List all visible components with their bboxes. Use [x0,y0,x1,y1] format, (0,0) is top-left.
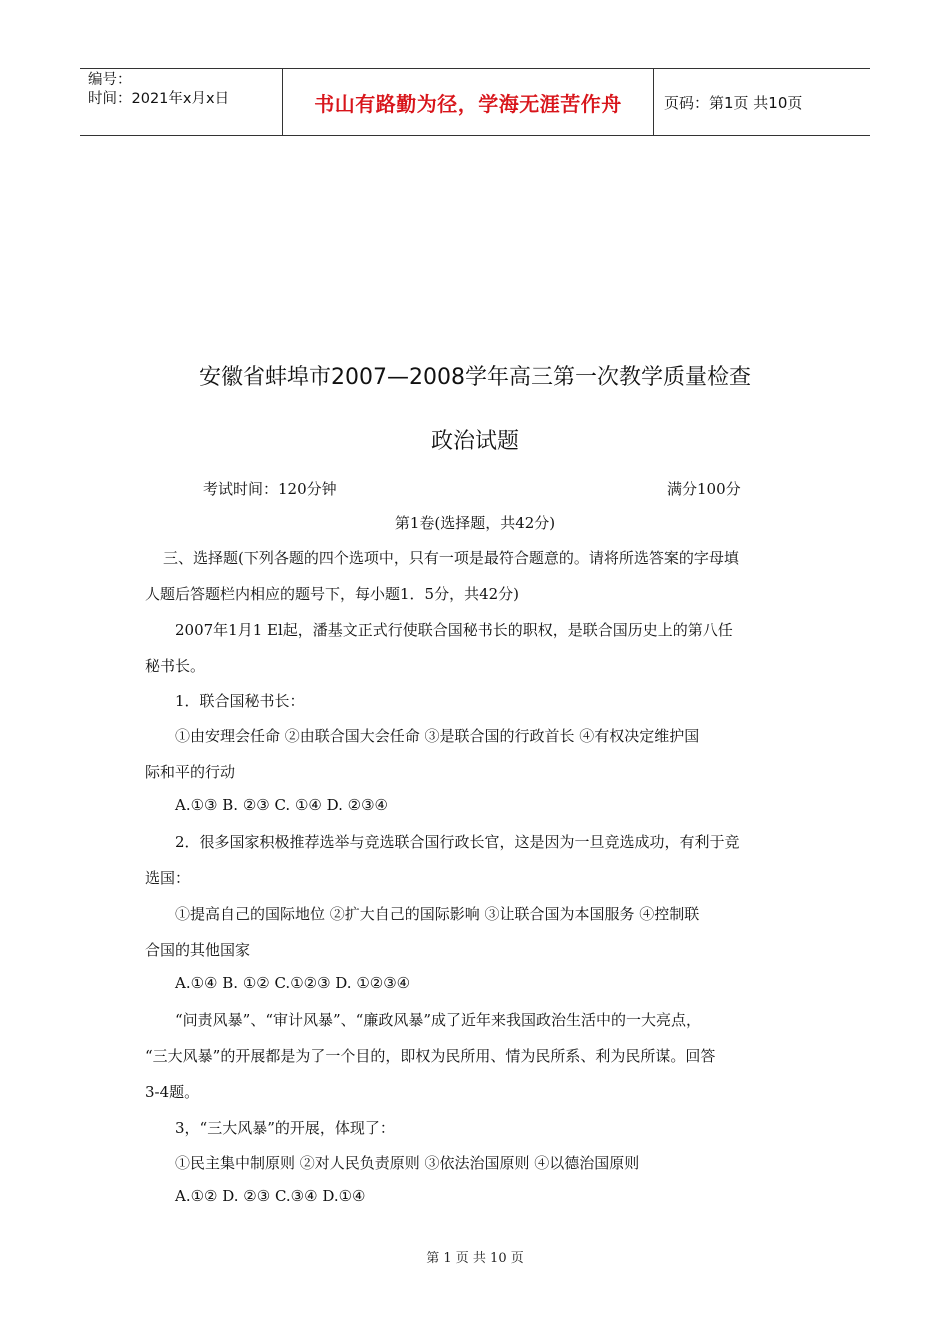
body-line: “三大风暴”的开展都是为了一个目的，即权为民所用、情为民所系、利为民所谋。回答 [145,1047,716,1065]
time-label: 时间：2021年x月x日 [88,91,230,107]
document-title: 安徽省蚌埠市2007—2008学年高三第一次教学质量检查 [199,365,751,390]
body-line: 2．很多国家积极推荐选举与竞选联合国行政长官，这是因为一旦竞选成功，有利于竞 [175,833,740,851]
body-line: ①提高自己的国际地位 ②扩大自己的国际影响 ③让联合国为本国服务 ④控制联 [175,905,700,923]
full-score: 满分100分 [667,480,741,498]
body-line: 2007年1月1 El起，潘基文正式行使联合国秘书长的职权，是联合国历史上的第八任 [175,621,733,639]
body-line: A.①② D. ②③ C.③④ D.①④ [175,1187,366,1205]
body-line: A.①③ B. ②③ C. ①④ D. ②③④ [175,796,388,814]
body-line: 际和平的行动 [145,763,236,781]
body-line: 3-4题。 [145,1083,200,1101]
body-line: A.①④ B. ①② C.①②③ D. ①②③④ [175,974,411,992]
number-label: 编号： [88,72,132,88]
motto: 书山有路勤为径，学海无涯苦作舟 [282,69,654,135]
body-line: 秘书长。 [145,657,206,675]
body-line: 选国： [145,869,191,887]
body-line: 1．联合国秘书长： [175,692,305,710]
header-meta [80,69,282,135]
exam-time: 考试时间：120分钟 [203,480,337,498]
header-table [80,68,870,136]
body-line: ①民主集中制原则 ②对人民负责原则 ③依法治国原则 ④以德治国原则 [175,1154,640,1172]
document-subtitle: 政治试题 [430,429,519,454]
body-line: 人题后答题栏内相应的题号下，每小题1．5分，共42分) [145,585,520,603]
section-heading: 第1卷(选择题，共42分) [394,514,556,532]
body-line: ①由安理会任命 ②由联合国大会任命 ③是联合国的行政首长 ④有权决定维护国 [175,727,700,745]
body-line: 合国的其他国家 [145,941,251,959]
body-line: “问责风暴”、“审计风暴”、“廉政风暴”成了近年来我国政治生活中的一大亮点， [175,1011,702,1029]
body-line: 三、选择题(下列各题的四个选项中，只有一项是最符合题意的。请将所选答案的字母填 [163,549,739,567]
body-line: 3，“三大风暴”的开展，体现了： [175,1119,395,1137]
page-info: 页码：第1页 共10页 [664,93,803,112]
page-footer: 第 1 页 共 10 页 [426,1251,524,1266]
